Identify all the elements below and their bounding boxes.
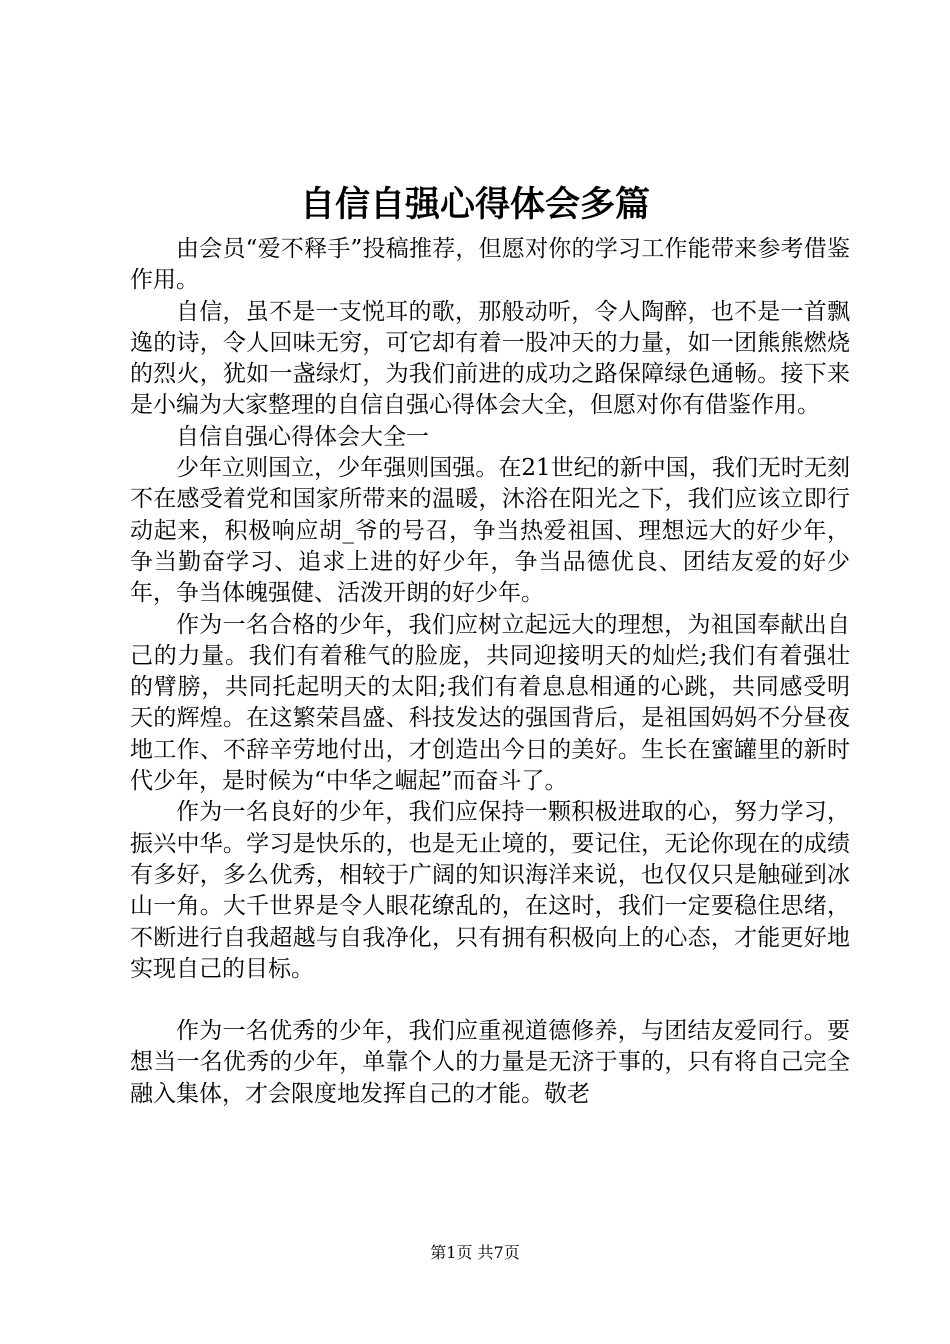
paragraph: 少年立则国立，少年强则国强。在21世纪的新中国，我们无时无刻不在感受着党和国家所带来的温暖，沐浴在阳光之下，我们应该立即行动起来，积极响应胡_爷的号召，争当热爱祖国、理想远大的好少年，争当勤奋学习、追求上进的好少年，争当品德优良、团结友爱的好少年，争当体魄强健、活泼开朗的好少年。 (130, 455, 850, 607)
document-title: 自信自强心得体会多篇 (299, 185, 650, 225)
document-body (130, 234, 850, 1110)
paragraph: 作为一名合格的少年，我们应树立起远大的理想，为祖国奉献出自己的力量。我们有着稚气的脸庞，共同迎接明天的灿烂;我们有着强壮的臂膀，共同托起明天的太阳;我们有着息息相通的心跳，共同感受明天的辉煌。在这繁荣昌盛、科技发达的强国背后，是祖国妈妈不分昼夜地工作、不辞辛劳地付出，才创造出今日的美好。生长在蜜罐里的新时代少年，是时候为“中华之崛起”而奋斗了。 (130, 611, 850, 795)
paragraph-intro: 由会员“爱不释手”投稿推荐，但愿对你的学习工作能带来参考借鉴作用。 (130, 236, 850, 294)
paragraph: 作为一名优秀的少年，我们应重视道德修养，与团结友爱同行。要想当一名优秀的少年，单靠个人的力量是无济于事的，只有将自己完全融入集体，才会限度地发挥自己的才能。敬老 (130, 1018, 850, 1107)
section-heading: 自信自强心得体会大全一 (176, 423, 429, 450)
paragraph-preface: 自信，虽不是一支悦耳的歌，那般动听，令人陶醉，也不是一首飘逸的诗，令人回味无穷，可它却有着一股冲天的力量，如一团熊熊燃烧的烈火，犹如一盏绿灯，为我们前进的成功之路保障绿色通畅。接下来是小编为大家整理的自信自强心得体会大全，但愿对你有借鉴作用。 (130, 298, 850, 419)
page-number-footer: 第1页 共7页 (430, 1243, 520, 1262)
paragraph: 作为一名良好的少年，我们应保持一颗积极进取的心，努力学习，振兴中华。学习是快乐的，也是无止境的，要记住，无论你现在的成绩有多好，多么优秀，相较于广阔的知识海洋来说，也仅仅只是触碰到冰山一角。大千世界是令人眼花缭乱的，在这时，我们一定要稳住思绪，不断进行自我超越与自我净化，只有拥有积极向上的心态，才能更好地实现自己的目标。 (130, 799, 850, 982)
